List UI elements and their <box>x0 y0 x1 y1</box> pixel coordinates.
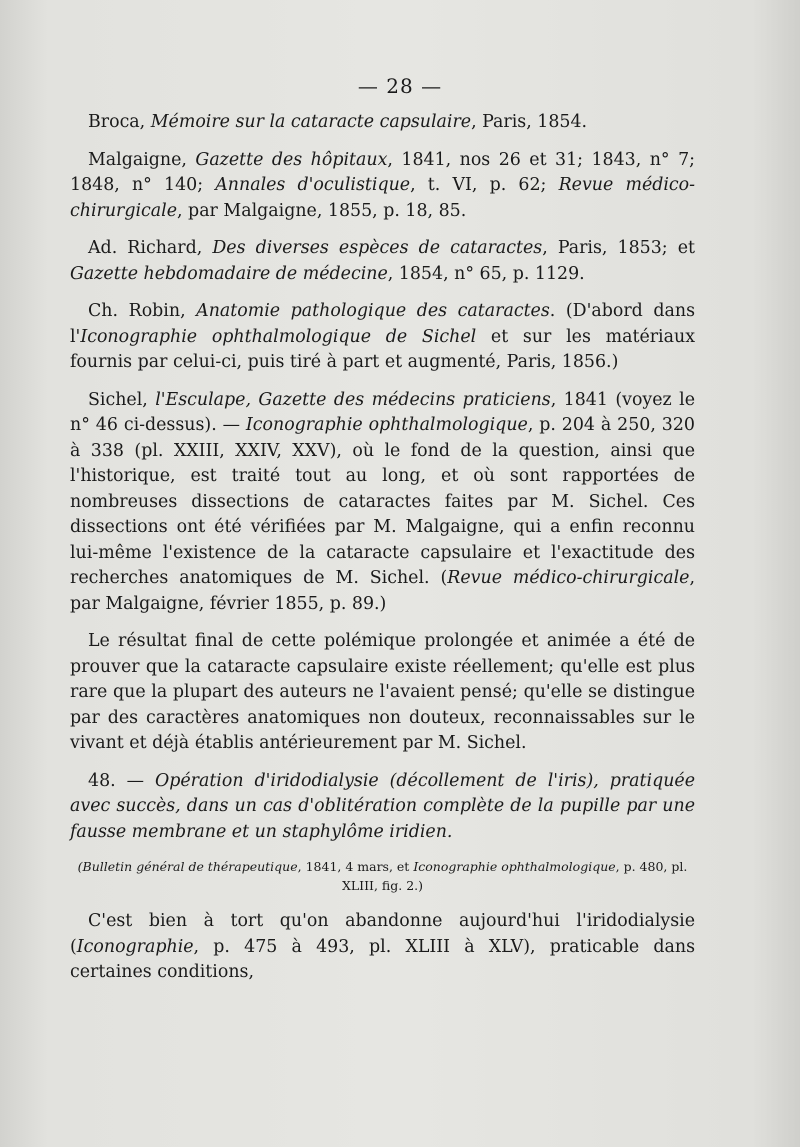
citation-details: , 1841, 4 mars, et <box>297 859 414 874</box>
ref-details: , Paris, 1853; et <box>542 238 695 258</box>
citation-title: Iconographie ophthalmologique <box>413 859 616 874</box>
reference-sichel <box>70 388 695 618</box>
ref-title: Iconographie ophthalmologique <box>245 415 528 435</box>
reference-broca <box>70 110 695 136</box>
ref-title: l'Esculape, Gazette des médecins praticiens <box>155 389 551 410</box>
closing-text: C'est bien à tort qu'on abandonne aujourd'hui l'iridodialysie ( <box>70 911 695 957</box>
ref-details: , t. VI, p. 62; <box>410 175 559 195</box>
ref-author: Malgaigne, <box>88 149 196 170</box>
section-title: — Opération d'iridodialysie (décollement de l'iris), pratiquée avec succès, dans un cas d'oblitération complète de la pupille par une fausse membrane et un staphylôme iridien. <box>70 770 695 842</box>
ref-author: Broca, <box>88 112 151 132</box>
ref-author: Ad. Richard, <box>88 238 213 258</box>
page-body <box>70 110 695 998</box>
reference-malgaigne <box>70 148 695 225</box>
ref-title: Revue médico-chirurgicale <box>447 568 690 588</box>
reference-robin <box>70 299 695 376</box>
ref-title: Annales d'oculistique <box>215 175 411 195</box>
ref-author: Sichel, <box>88 389 156 410</box>
closing-text: , p. 475 à 493, pl. XLIII à XLV), praticable dans certaines conditions, <box>70 936 695 982</box>
ref-title: Gazette hebdomadaire de médecine <box>70 263 388 284</box>
ref-title: Anatomie pathologique des cataractes <box>196 301 550 321</box>
page-number: — 28 — <box>357 74 443 98</box>
ref-details: , p. 204 à 250, 320 à 338 (pl. XXIII, XXIV, XXV), où le fond de la question, ainsi que l'historique, est traité tout au long, et où sont rapportées de nombreuses dissections de cataractes faites par M. Sichel. Ces dissections ont été vérifiées par M. Malgaigne, qui a enfin reconnu lui-même l'existence de la cataracte capsulaire et l'exactitude des recherches anatomiques de M. Sichel. ( <box>70 415 695 588</box>
ref-title: Mémoire sur la cataracte capsulaire <box>150 112 472 132</box>
ref-details: , 1854, n° 65, p. 1129. <box>387 263 585 284</box>
section-citation <box>70 857 695 895</box>
ref-title: Gazette des hôpitaux <box>195 149 388 170</box>
ref-details: , 1841 (voyez le n° 46 ci-dessus). — <box>70 389 695 435</box>
ref-author: Ch. Robin, <box>88 301 197 321</box>
ref-details: , 1841, nos 26 et 31; 1843, n° 7; 1848, n° 140; <box>70 149 695 195</box>
ref-title: Iconographie ophthalmologique de Sichel <box>80 326 477 347</box>
citation-details: , p. 480, pl. XLIII, fig. 2.) <box>341 859 688 893</box>
closing-title: Iconographie <box>76 936 194 957</box>
ref-title: Revue médico-chirurgicale <box>70 175 696 221</box>
section-heading <box>70 769 695 846</box>
conclusion-paragraph: Le résultat final de cette polémique prolongée et animée a été de prouver que la cataracte capsulaire existe réellement; qu'elle est plus rare que la plupart des auteurs ne l'avaient pensé; qu'elle se distingue par des caractères anatomiques non douteux, reconnaissables sur le vivant et déjà établis antérieurement par M. Sichel. <box>70 631 695 753</box>
ref-details: . (D'abord dans l' <box>70 301 696 347</box>
reference-richard <box>70 236 695 287</box>
ref-details: , par Malgaigne, février 1855, p. 89.) <box>70 568 695 614</box>
closing-paragraph <box>70 909 695 986</box>
ref-details: , par Malgaigne, 1855, p. 18, 85. <box>177 200 467 221</box>
ref-details: , Paris, 1854. <box>471 112 588 132</box>
ref-title: Des diverses espèces de cataractes <box>212 238 543 258</box>
section-number: 48. <box>88 770 116 791</box>
citation-title: (Bulletin général de thérapeutique <box>77 859 298 874</box>
ref-details: et sur les matériaux fournis par celui-ci, puis tiré à part et augmenté, Paris, 1856.) <box>70 326 695 372</box>
